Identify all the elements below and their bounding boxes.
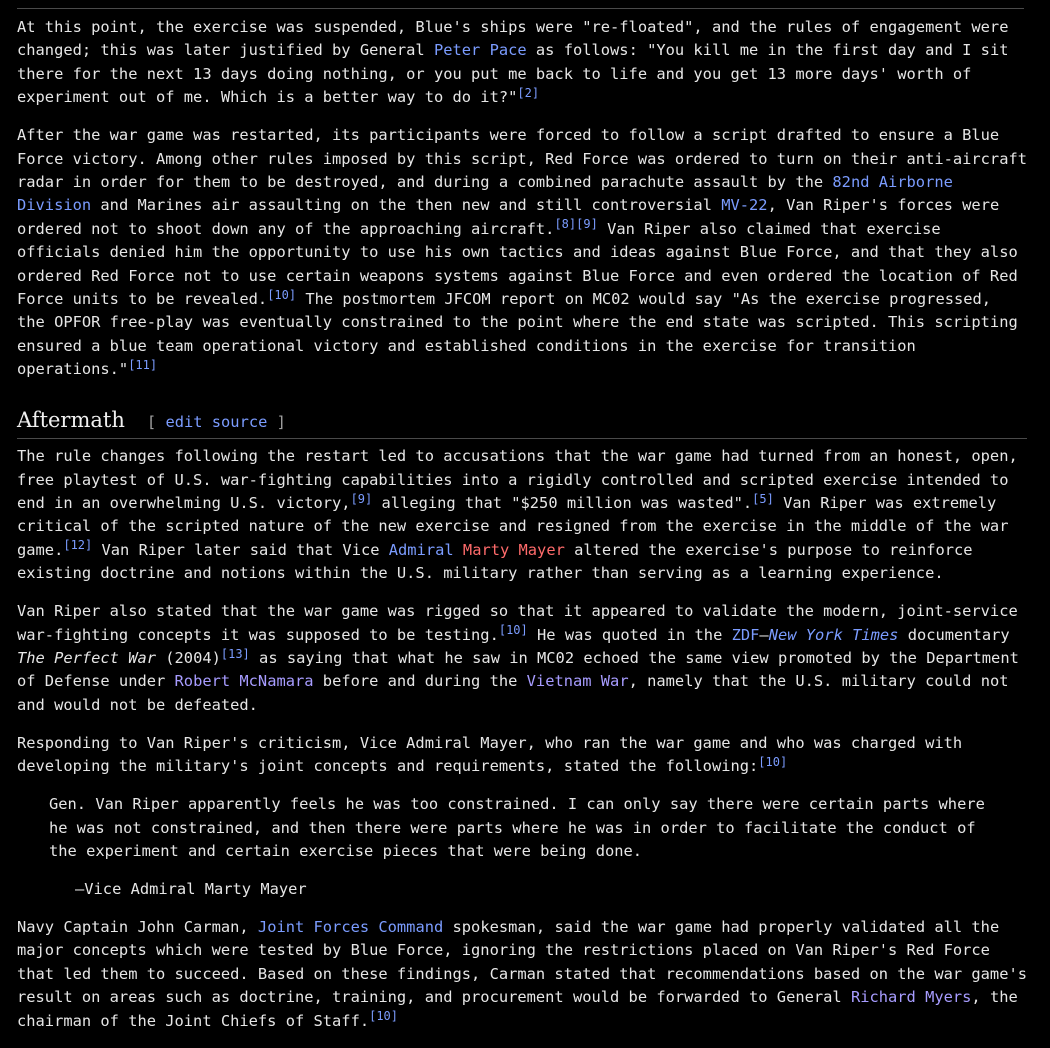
paragraph-carman (17, 916, 1027, 1033)
paragraph-war-game-restarted (17, 124, 1027, 381)
paragraph-text: The rule changes following the restart led to accusations that the war game had turned from an honest, open, free playtest of U.S. war-fighting capabilities into a rigidly controlled and scripted exercise intended to end in an overwhelming U.S. victory, (17, 447, 1018, 512)
link-82nd-airborne-division[interactable]: 82nd Airborne Division (17, 173, 953, 215)
edit-section-control (147, 411, 286, 434)
paragraph-war-game-rigged (17, 600, 1027, 717)
link-marty-mayer[interactable]: Marty Mayer (462, 540, 565, 559)
link-zdf[interactable]: ZDF (731, 625, 760, 644)
paragraph-text: He was quoted in the (527, 625, 732, 644)
section-divider (17, 8, 1024, 9)
paragraph-text: Van Riper was extremely critical of the scripted nature of the new exercise and resigned from the exercise in the middle of the war game. (17, 493, 1009, 559)
link-new-york-times-text: New York Times (768, 625, 899, 644)
paragraph-text: After the war game was restarted, its participants were forced to follow a script drafted to ensure a Blue Force victory. Among other rules imposed by this script, Red Force was ordered to turn on their anti-aircraft radar in order for them to be destroyed, and during a combined parachute assault by the (17, 126, 1027, 192)
quote-attribution: —Vice Admiral Marty Mayer (75, 879, 307, 898)
paragraph-text: spokesman, said the war game had properly validated all the major concepts which were tested by Blue Force, ignoring the restrictions placed on Van Riper's Red Force that led them to succeed. Based on these findings, Carman stated that recommendations based on the war game's result on areas such as doctrine, training, and procurement would be forwarded to General (17, 917, 1027, 1007)
paragraph-text: , the chairman of the Joint Chiefs of Staff. (17, 988, 1018, 1030)
link-peter-pace[interactable]: Peter Pace (433, 41, 527, 60)
paragraph-text (454, 541, 463, 559)
paragraph-text: before and during the (313, 672, 527, 691)
paragraph-text: as follows: "You kill me in the first day and I sit there for the next 13 days doing nothing, or you put me back to life and you get 13 more days' worth of experiment out of me. Which is a better way to do it?" (17, 41, 1009, 107)
paragraph-text: Van Riper later said that Vice (92, 540, 389, 559)
paragraph-text: Van Riper also claimed that exercise officials denied him the opportunity to use his own tactics and ideas against Blue Force, and that they also ordered Red Force not to use certain weapons systems against Blue Force and even ordered the location of Red Force units to be revealed. (17, 219, 1018, 309)
link-joint-forces-command[interactable]: Joint Forces Command (257, 917, 444, 936)
paragraph-responding-mayer (17, 732, 1027, 779)
article-content (17, 16, 1027, 1048)
paragraph-text: alleging that "$250 million was wasted". (372, 493, 753, 512)
link-vietnam-war[interactable]: Vietnam War (526, 672, 629, 691)
link-mv-22[interactable]: MV-22 (721, 196, 768, 215)
link-robert-mcnamara[interactable]: Robert McNamara (174, 672, 314, 691)
paragraph-text: (2004) (156, 648, 221, 667)
citation-ref[interactable]: [10] (369, 1009, 399, 1024)
quote-text: Gen. Van Riper apparently feels he was too constrained. I can only say there were certain parts where he was not constrained, and then there were parts where he was in order to facilitate the conduct of the experiment and certain exercise pieces that were being done. (49, 795, 985, 860)
paragraph-text: , Van Riper's forces were ordered not to shoot down any of the approaching aircraft. (17, 196, 1000, 238)
paragraph-text: Navy Captain John Carman, (17, 917, 258, 936)
citation-ref[interactable]: [10] (498, 623, 528, 638)
edit-close-bracket: ] (276, 412, 286, 431)
edit-open-bracket: [ (146, 412, 157, 431)
citation-ref[interactable]: [9] (350, 491, 373, 506)
edit-source-link[interactable]: edit source (165, 412, 268, 431)
paragraph-text: altered the exercise's purpose to reinforce existing doctrine and notions within the U.S. military rather than serving as a learning experience. (17, 540, 973, 583)
link-richard-myers[interactable]: Richard Myers (850, 988, 972, 1007)
paragraph-text: Van Riper also stated that the war game was rigged so that it appeared to validate the modern, joint-service war-fighting concepts it was supposed to be testing. (17, 602, 1018, 644)
paragraph-text: , namely that the U.S. military could not and would not be defeated. (17, 672, 1009, 714)
paragraph-text: Responding to Van Riper's criticism, Vice Admiral Mayer, who ran the war game and who was charged with developing the military's joint concepts and requirements, stated the following: (17, 733, 963, 776)
paragraph-text: and Marines air assaulting on the then new and still controversial (91, 196, 722, 215)
paragraph-text: The postmortem JFCOM report on MC02 would say "As the exercise progressed, the OPFOR free-play was eventually constrained to the point where the end state was scripted. This scripting ensured a blue team operational victory and established conditions in the exercise for transition operations." (17, 290, 1018, 379)
citation-ref[interactable]: [10] (267, 287, 297, 302)
citation-ref[interactable]: [12] (63, 538, 93, 553)
citation-ref[interactable]: [11] (128, 357, 158, 372)
citation-ref[interactable]: [8] (554, 217, 577, 232)
section-title: Aftermath (17, 407, 125, 432)
section-heading-aftermath (17, 406, 1027, 439)
paragraph-text: – (759, 625, 769, 644)
paragraph-rule-changes (17, 445, 1027, 585)
citation-ref[interactable]: [13] (220, 646, 250, 661)
paragraph-text: documentary (898, 625, 1010, 644)
citation-ref[interactable]: [2] (517, 85, 540, 100)
paragraph-exercise-suspended (17, 16, 1027, 110)
citation-ref[interactable]: [5] (752, 491, 774, 506)
paragraph-text: At this point, the exercise was suspended, Blue's ships were "re-floated", and the rules of engagement were changed; this was later justified by General (17, 18, 1009, 60)
paragraph-text: as saying that what he saw in MC02 echoed the same view promoted by the Department of Defense under (17, 648, 1019, 691)
documentary-title: The Perfect War (17, 648, 156, 667)
citation-ref[interactable]: [10] (758, 754, 788, 769)
blockquote (49, 793, 1009, 863)
citation-ref[interactable]: [9] (576, 217, 598, 232)
link-new-york-times[interactable] (769, 626, 899, 644)
link-admiral[interactable]: Admiral (388, 540, 454, 559)
